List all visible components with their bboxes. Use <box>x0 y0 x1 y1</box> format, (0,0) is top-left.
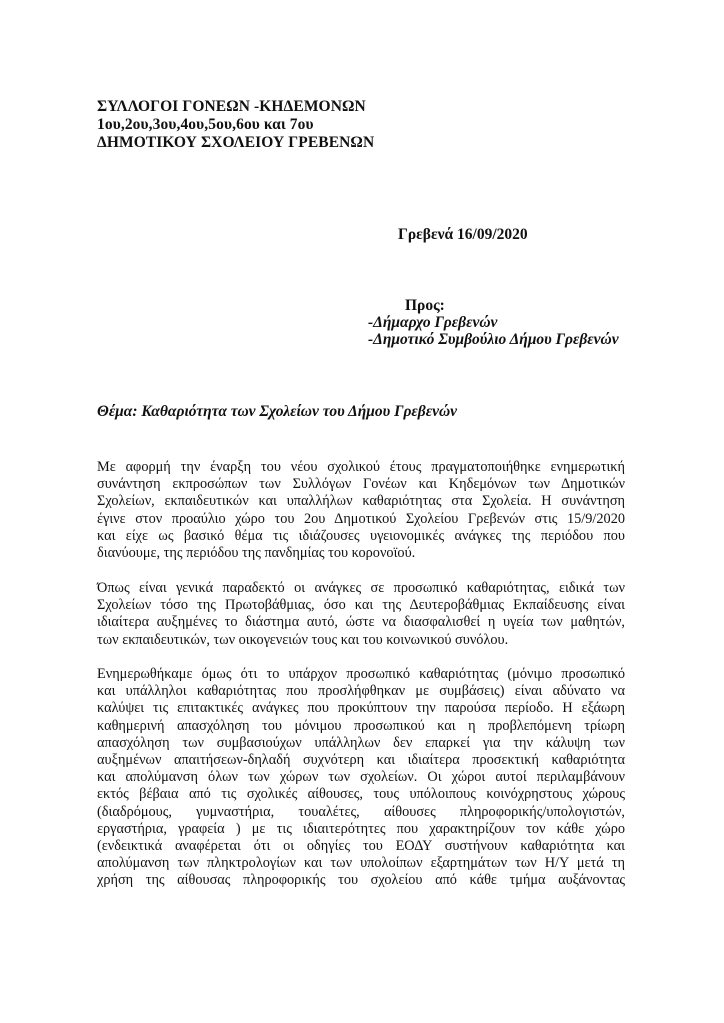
paragraph-line: απασχόληση των συμβασιούχων υπάλληλων δεν επαρκεί για την κάλυψη των <box>97 734 625 751</box>
paragraph-line: και απολύμανση όλων των χώρων των σχολείων. Οι χώροι αυτοί περιλαμβάνουν <box>97 769 625 786</box>
paragraph-line: Με αφορμή την έναρξη του νέου σχολικού έτους πραγματοποιήθηκε ενημερωτική <box>97 459 625 475</box>
header-line-school-name: ΔΗΜΟΤΙΚΟΥ ΣΧΟΛΕΙΟΥ ΓΡΕΒΕΝΩΝ <box>97 134 375 151</box>
paragraph-line: Σχολείων τόσο της Πρωτοβάθμιας, όσο και της Δευτεροβάθμιας Εκπαίδευσης είναι <box>97 597 625 614</box>
recipient-municipal-council: -Δημοτικό Συμβούλιο Δήμου Γρεβενών <box>368 331 619 348</box>
paragraph-line: Όπως είναι γενικά παραδεκτό οι ανάγκες σε προσωπικό καθαριότητας, ειδικά των <box>97 580 625 596</box>
letter-header <box>97 98 374 152</box>
header-line-associations: ΣΥΛΛΟΓΟΙ ΓΟΝΕΩΝ -ΚΗΔΕΜΟΝΩΝ <box>97 98 366 115</box>
recipients-block <box>368 297 619 348</box>
paragraph-line: εργαστήρια, γραφεία ) με τις ιδιαιτερότητες που χαρακτηρίζουν τον κάθε χώρο <box>97 820 625 837</box>
paragraph-line: καθημερινή απασχόληση του μόνιμου προσωπικού και η προβλεπόμενη τρίωρη <box>97 717 625 734</box>
paragraph-line: καλύψει τις επιτακτικές ανάγκες που προκύπτουν την παρούσα περίοδο. Η εξάωρη <box>97 700 625 717</box>
recipient-mayor: -Δήμαρχο Γρεβενών <box>368 314 498 331</box>
paragraph-line: απολύμανση των πληκτρολογίων και των υπολοίπων εξαρτημάτων των Η/Υ μετά τη <box>97 855 625 872</box>
paragraph-line: (ενδεικτικά αναφέρεται ότι οι οδηγίες του ΕΟΔΥ συστήνουν καθαριότητα και <box>97 838 625 855</box>
paragraph-line: Σχολείων, εκπαιδευτικών και υπαλλήλων καθαριότητας στα Σχολεία. Η συνάντηση <box>97 493 625 510</box>
letter-subject: Θέμα: Καθαριότητα των Σχολείων του Δήμου Γρεβενών <box>97 403 458 420</box>
header-line-school-numbers: 1ου,2ου,3ου,4ου,5ου,6ου και 7ου <box>97 116 314 133</box>
body-paragraph-1 <box>97 459 625 562</box>
paragraph-line: διανύουμε, της περιόδου της πανδημίας του κορονοϊού. <box>97 545 416 562</box>
body-paragraph-3 <box>97 666 625 890</box>
paragraph-line: χρήση της αίθουσας πληροφορικής του σχολείου από κάθε τμήμα αυξάνοντας <box>97 872 625 889</box>
paragraph-line: των εκπαιδευτικών, των οικογενειών τους και του κοινωνικού συνόλου. <box>97 631 509 648</box>
paragraph-line: συνάντηση εκπροσώπων των Συλλόγων Γονέων και Κηδεμόνων των Δημοτικών <box>97 476 625 493</box>
paragraph-line: έγινε στον προαύλιο χώρο του 2ου Δημοτικού Σχολείου Γρεβενών στις 15/9/2020 <box>97 510 625 527</box>
paragraph-line: και υπάλληλοι καθαριότητας που προσλήφθηκαν με συμβάσεις) είναι αδύνατο να <box>97 683 625 700</box>
letter-date: Γρεβενά 16/09/2020 <box>398 226 528 243</box>
paragraph-line: Ενημερωθήκαμε όμως ότι το υπάρχον προσωπικό καθαριότητας (μόνιμο προσωπικό <box>97 666 625 682</box>
paragraph-line: ιδιαίτερα αυξημένες το διάστημα αυτό, ώστε να διασφαλισθεί η υγεία των μαθητών, <box>97 614 625 631</box>
paragraph-line: και είχε ως βασικό θέμα τις ιδιάζουσες υγειονομικές ανάγκες της περιόδου που <box>97 527 625 544</box>
body-paragraph-2 <box>97 580 625 649</box>
paragraph-line: αυξημένων απαιτήσεων-δηλαδή συχνότερη και ιδιαίτερα προσεκτική καθαριότητα <box>97 752 625 769</box>
paragraph-line: εκτός βέβαια από τις σχολικές αίθουσες, τους υπόλοιπους κοινόχρηστους χώρους <box>97 786 625 803</box>
paragraph-line: (διαδρόμους, γυμναστήρια, τουαλέτες, αίθουσες πληροφορικής/υπολογιστών, <box>97 803 625 820</box>
recipients-label: Προς: <box>405 297 445 314</box>
